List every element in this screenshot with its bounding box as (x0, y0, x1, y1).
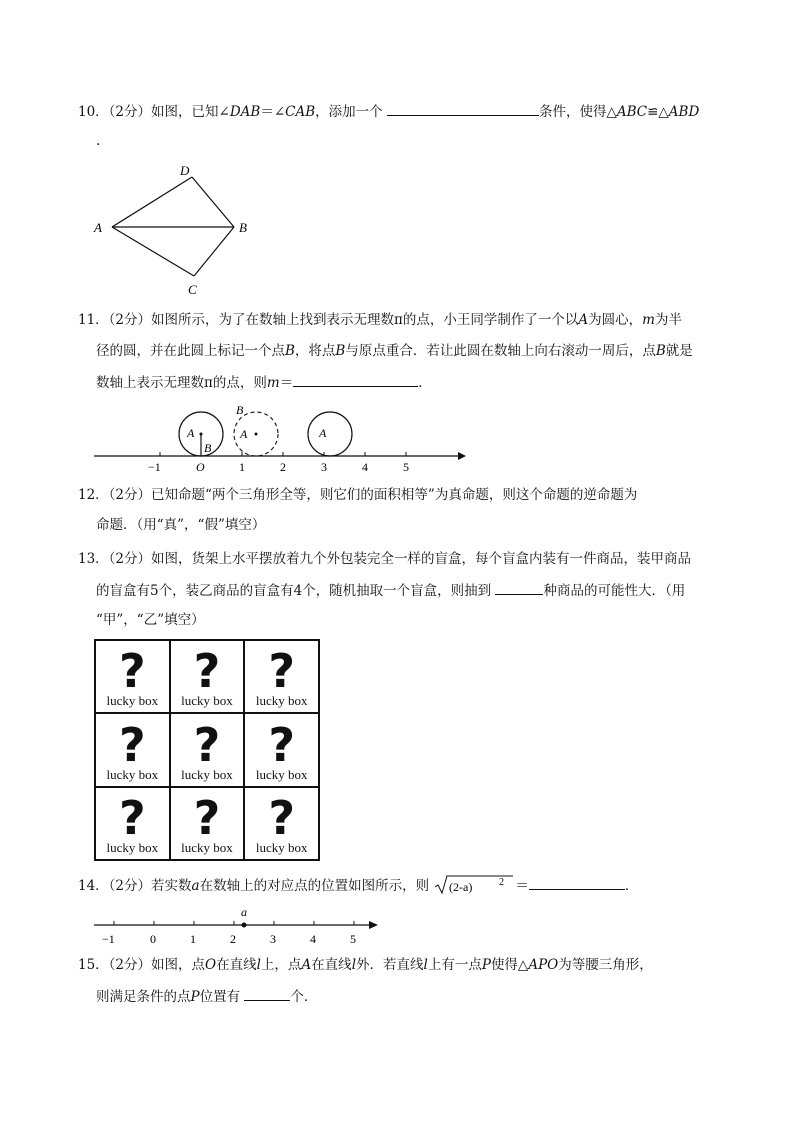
q13-answer-blank[interactable] (495, 580, 543, 595)
q15-var: l (423, 957, 428, 973)
question-mark-icon: ? (118, 717, 146, 772)
tick-label: −1 (102, 932, 115, 946)
tick-label: 0 (150, 932, 156, 946)
box-label: lucky box (106, 840, 159, 855)
q11-text: 11．（2分）如图所示，为了在数轴上找到表示无理数π的点，小王同学制作了一个以 (78, 312, 579, 328)
q15-var: l (256, 957, 261, 973)
label-a: A (319, 426, 327, 440)
q10-var: ABD (668, 104, 700, 120)
q11-text: 为半 (654, 312, 682, 328)
q13-line3: “甲”，“乙”填空） (96, 612, 205, 628)
q10-text: 10．（2分）如图，已知∠ (78, 104, 230, 120)
label-b: B (236, 403, 244, 417)
tick-label: O (196, 460, 205, 474)
q11-text: 径的圆，并在此圆上标记一个点 (96, 343, 285, 359)
label-b: B (239, 220, 247, 235)
lucky-box (170, 640, 245, 713)
q11-text: 与原点重合．若让此圆在数轴上向右滚动一周后，点 (345, 343, 656, 359)
q14-answer-blank[interactable] (529, 875, 625, 890)
q11-text: ． (418, 375, 432, 391)
lucky-box (95, 640, 170, 713)
lucky-box (244, 640, 319, 713)
q15-text: 使得△ (490, 957, 529, 973)
tick-label: 2 (230, 932, 236, 946)
center-a (255, 433, 258, 436)
q10-figure (88, 160, 258, 300)
question-mark-icon: ? (118, 791, 146, 845)
q11-number-line-figure (90, 400, 470, 475)
q15-text: 外．若直线 (356, 957, 424, 973)
q13-text: 的盲盒有5个，装乙商品的盲盒有4个，随机抽取一个盲盒，则抽到 (96, 583, 492, 599)
q10-answer-blank[interactable] (387, 101, 539, 116)
q15-text: 位置有 (199, 989, 241, 1005)
label-a: A (240, 427, 248, 441)
tick-label: 5 (403, 460, 409, 474)
label-a: A (94, 220, 102, 235)
tick-label: −1 (148, 460, 161, 474)
label-a: A (187, 426, 195, 440)
q15-text: 为等腰三角形， (558, 957, 653, 973)
point-a (242, 923, 247, 928)
lucky-box (95, 713, 170, 786)
q15-line2 (96, 986, 317, 1006)
q10-var: CAB (285, 104, 316, 120)
q10-text: 条件，使得△ (538, 104, 617, 120)
box-label: lucky box (255, 840, 308, 855)
label-b: B (204, 441, 212, 455)
lucky-box (244, 713, 319, 786)
label-d: D (180, 163, 190, 178)
segment-db (192, 177, 234, 227)
q15-var: APO (528, 957, 559, 973)
q11-line2 (96, 342, 693, 360)
q15-text: 个． (290, 989, 318, 1005)
q11-var: B (285, 343, 295, 359)
q11-var: m (642, 312, 655, 328)
q12-line1: 12．（2分）已知命题“两个三角形全等，则它们的面积相等”为真命题，则这个命题的逆命题为 (78, 487, 638, 503)
q15-text: 上，点 (260, 957, 302, 973)
lucky-box (170, 713, 245, 786)
q14-text: 在数轴上的对应点的位置如图所示，则 (199, 878, 430, 894)
tick-label: 3 (270, 932, 276, 946)
q10-text: ，添加一个 (315, 104, 383, 120)
box-label: lucky box (181, 766, 233, 782)
q11-text: 数轴上表示无理数π的点，则 (96, 375, 267, 391)
question-mark-icon: ? (118, 644, 146, 699)
question-mark-icon: ? (193, 644, 221, 699)
q10-var: ABC (616, 104, 648, 120)
q11-text: 就是 (665, 343, 693, 359)
lucky-box (95, 787, 170, 860)
q15-text: 15．（2分）如图，点 (78, 957, 206, 973)
segment-cb (194, 227, 234, 276)
q14-number-line (90, 903, 390, 947)
q11-var: A (578, 312, 589, 328)
q10-line1 (78, 101, 699, 121)
q11-line3 (96, 372, 432, 392)
axis-arrow (458, 452, 466, 460)
tick-label: 1 (239, 460, 245, 474)
axis-arrow (369, 921, 378, 929)
question-mark-icon: ? (268, 644, 295, 699)
q11-var: B (335, 343, 346, 359)
q15-answer-blank[interactable] (244, 986, 290, 1001)
q15-text: 上有一点 (427, 957, 482, 973)
q15-var: P (481, 957, 491, 973)
q10-var: DAB (229, 104, 261, 120)
q15-text: 则满足条件的点 (96, 989, 191, 1005)
q15-text: 在直线 (311, 957, 352, 973)
question-mark-icon: ? (193, 791, 221, 845)
box-label: lucky box (255, 766, 308, 782)
box-label: lucky box (181, 840, 233, 855)
label-c: C (188, 282, 197, 297)
tick-label: 4 (310, 932, 316, 946)
segment-ac (112, 227, 194, 276)
question-mark-icon: ? (268, 791, 295, 845)
label-a: a (241, 905, 247, 919)
q11-var: m (266, 375, 280, 391)
q15-var: A (301, 957, 312, 973)
q13-line1: 13．（2分）如图，货架上水平摆放着九个外包装完全一样的盲盒，每个盲盒内装有一件商品，装甲商品 (78, 551, 692, 567)
center-a (200, 433, 203, 436)
q11-answer-blank[interactable] (293, 372, 418, 387)
q10-text: ＝∠ (260, 104, 286, 120)
q15-var: P (190, 989, 200, 1005)
tick-label: 3 (321, 460, 327, 474)
q13-text: 种商品的可能性大．（用 (543, 583, 686, 599)
box-label: lucky box (106, 766, 159, 782)
q11-text: ，将点 (294, 343, 336, 359)
q15-var: l (351, 957, 357, 973)
box-label: lucky box (106, 693, 159, 709)
q11-line1 (78, 311, 682, 329)
tick-label: 5 (350, 932, 356, 946)
q12-line2: 命题．（用“真”，“假”填空） (96, 517, 266, 533)
q15-var: O (205, 957, 217, 973)
radicand: (2-a) (449, 880, 473, 894)
tick-label: 1 (190, 932, 196, 946)
tick-label: 2 (280, 460, 286, 474)
q11-text: 为圆心， (588, 312, 643, 328)
q14-var: a (191, 878, 200, 894)
q15-text: 在直线 (216, 957, 257, 973)
q14-text: 14．（2分）若实数 (78, 878, 192, 894)
box-label: lucky box (181, 693, 233, 709)
q11-var: B (655, 343, 666, 359)
box-label: lucky box (255, 693, 308, 709)
q10-text: ≌△ (647, 104, 669, 120)
tick-label: 4 (362, 460, 368, 474)
q15-line1 (78, 956, 653, 974)
q10-line2: . (96, 133, 101, 149)
question-mark-icon: ? (268, 717, 295, 772)
segment-ad (112, 177, 192, 227)
lucky-box (244, 787, 319, 860)
lucky-box-grid (94, 639, 320, 861)
q14-text: ． (624, 878, 639, 894)
lucky-box (170, 787, 245, 860)
q13-line2 (96, 580, 685, 600)
q14-line1 (78, 875, 638, 895)
sqrt-symbol (433, 875, 515, 895)
question-mark-icon: ? (193, 717, 221, 772)
q14-text: ＝ (515, 878, 529, 894)
circle-end (308, 412, 352, 456)
exponent: 2 (499, 877, 505, 888)
q11-text: ＝ (279, 375, 294, 391)
